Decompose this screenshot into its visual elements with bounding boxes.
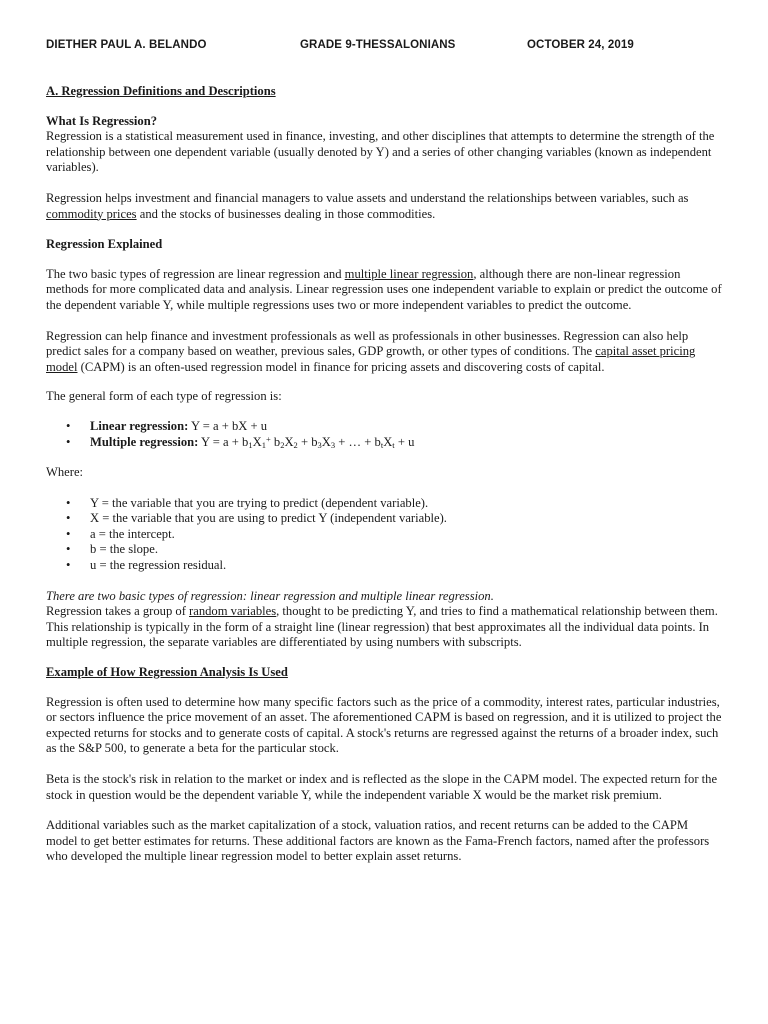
- grade-section: GRADE 9-THESSALONIANS: [300, 39, 456, 51]
- example-heading: Example of How Regression Analysis Is Used: [46, 665, 288, 680]
- text: Regression takes a group of: [46, 604, 190, 619]
- text: The two basic types of regression are linear regression and: [46, 266, 345, 281]
- section-title: A. Regression Definitions and Descriptions: [46, 84, 276, 98]
- list-item: • X = the variable that you are using to predict Y (independent variable).: [46, 511, 722, 527]
- explained-heading: Regression Explained: [46, 237, 163, 252]
- student-name: DIETHER PAUL A. BELANDO: [46, 39, 207, 51]
- paragraph-professionals: [46, 329, 722, 376]
- list-item: • a = the intercept.: [46, 527, 722, 543]
- text: (CAPM) is an often-used regression model in finance for pricing assets and discovering costs of capital.: [77, 359, 605, 374]
- paragraph-fama-french: Additional variables such as the market capitalization of a stock, valuation ratios, and recent returns can be added to the CAPM model to get better estimates for returns. These additional factors are known as the Fama-French factors, named after the professors who developed the multiple linear regression model to better explain asset returns.: [46, 818, 710, 864]
- paragraph-random-variables: [46, 604, 722, 651]
- document-body: [46, 84, 722, 865]
- paragraph-managers: [46, 191, 722, 222]
- list-item: [46, 435, 722, 451]
- list-item: • Y = the variable that you are trying to predict (dependent variable).: [46, 496, 722, 512]
- linear-label: Linear regression:: [90, 418, 189, 433]
- linear-formula: Y = a + bX + u: [190, 418, 268, 433]
- random-variables-link[interactable]: random variables: [189, 604, 277, 619]
- paragraph-general-form: The general form of each type of regression is:: [46, 389, 282, 404]
- text: , although there are non-linear regression methods for more complicated data and analysis. Linear regression uses one independent variable to explain or predict the outcome of the dependent variable Y, while multiple regressions uses two or more independent variables to predict the outcome.: [46, 266, 722, 312]
- what-is-heading: What Is Regression?: [46, 113, 158, 128]
- text: and the stocks of businesses dealing in those commodities.: [136, 206, 436, 221]
- multiple-label: Multiple regression:: [90, 434, 199, 449]
- document-date: OCTOBER 24, 2019: [527, 39, 634, 51]
- paragraph-types: [46, 267, 722, 314]
- text: Regression can help finance and investment professionals as well as professionals in other businesses. Regression can also help predict sales for a company based on weather, previous sales, GDP growth, or other types of conditions. The: [46, 328, 689, 359]
- where-list: [46, 496, 722, 574]
- commodity-prices-link[interactable]: commodity prices: [46, 206, 137, 221]
- capm-link[interactable]: capital asset pricing model: [46, 344, 696, 374]
- paragraph-definition: Regression is a statistical measurement used in finance, investing, and other disciplines that attempts to determine the strength of the relationship between one dependent variable (usually denoted by Y) and a series of other changing variables (known as independent variables).: [46, 129, 715, 175]
- formula-list: [46, 419, 722, 450]
- paragraph-beta: Beta is the stock's risk in relation to the market or index and is reflected as the slope in the CAPM model. The expected return for the stock in question would be the dependent variable Y, while the independent variable X would be the market risk premium.: [46, 772, 718, 802]
- multiple-linear-regression-link[interactable]: multiple linear regression: [344, 266, 474, 281]
- multiple-formula: $Y = a + b_1X_1^+$ $b_2X_2 + b_3X_3$ + … + $b_tX_t + u$: [201, 433, 415, 450]
- text: Regression helps investment and financial managers to value assets and understand the relationships between variables, such as: [46, 190, 689, 205]
- list-item: [46, 419, 722, 435]
- where-label: Where:: [46, 465, 84, 480]
- list-item: • b = the slope.: [46, 542, 722, 558]
- list-item: • u = the regression residual.: [46, 558, 722, 574]
- text: , thought to be predicting Y, and tries to find a mathematical relationship between them. This relationship is typically in the form of a straight line (linear regression) that best approximates all the individual data points. In multiple regression, the separate variables are differentiated by using numbers with subscripts.: [46, 604, 718, 650]
- paragraph-example: Regression is often used to determine how many specific factors such as the price of a commodity, interest rates, particular industries, or sectors influence the price movement of an asset. The aforementioned CAPM is based on regression, and it is utilized to project the expected returns for stocks and to generate costs of capital. A stock's returns are regressed against the returns of a broader index, such as the S&P 500, to generate a beta for the particular stock.: [46, 694, 722, 756]
- italic-summary: There are two basic types of regression: linear regression and multiple linear regression.: [46, 588, 494, 603]
